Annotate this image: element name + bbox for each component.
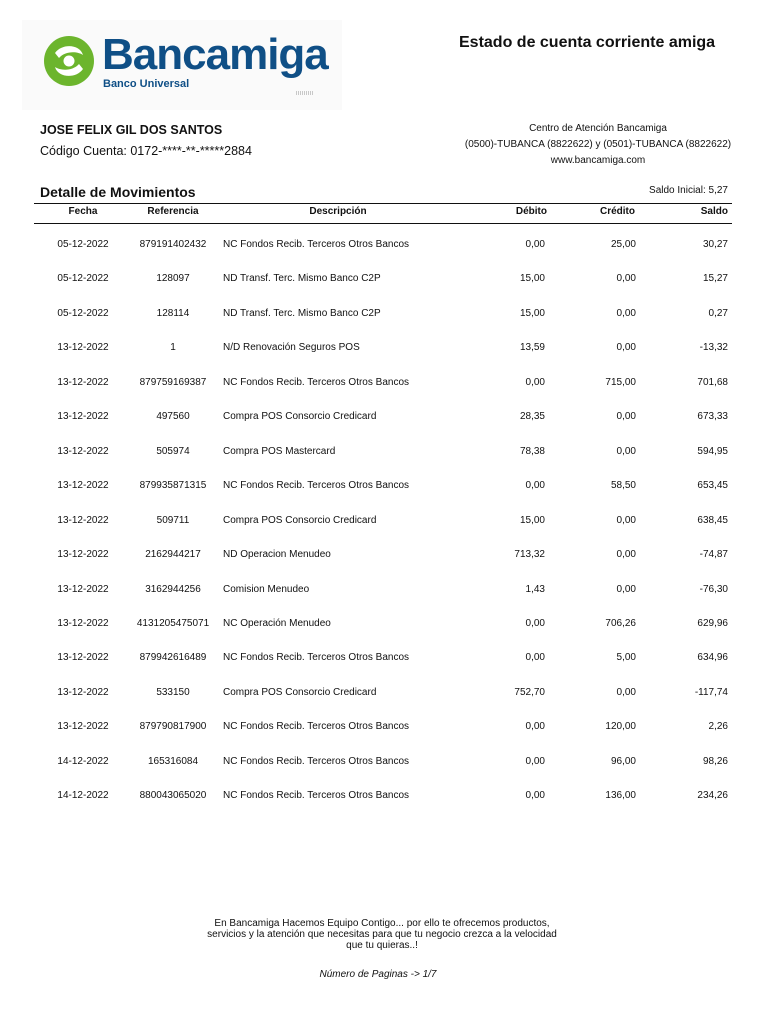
header-reference: Referencia bbox=[147, 206, 199, 217]
cell-debit: 713,32 bbox=[514, 549, 545, 561]
cell-balance: -74,87 bbox=[699, 549, 728, 561]
cell-credit: 0,00 bbox=[616, 445, 636, 457]
cell-debit: 0,00 bbox=[525, 376, 545, 388]
cell-debit: 0,00 bbox=[525, 790, 545, 802]
cell-debit: 0,00 bbox=[525, 239, 545, 250]
cell-debit: 752,70 bbox=[514, 686, 545, 698]
logo-subtitle: Banco Universal bbox=[103, 78, 190, 90]
cell-description: NC Fondos Recib. Terceros Otros Bancos bbox=[223, 480, 410, 492]
cell-debit: 1,43 bbox=[525, 583, 545, 595]
cell-reference: 128097 bbox=[156, 273, 190, 285]
cell-balance: 673,33 bbox=[697, 411, 728, 423]
cell-reference: 4131205475071 bbox=[136, 617, 210, 629]
cell-description: Compra POS Consorcio Credicard bbox=[223, 411, 377, 423]
cell-date: 13-12-2022 bbox=[57, 514, 109, 526]
cell-credit: 136,00 bbox=[605, 790, 636, 802]
cell-date: 13-12-2022 bbox=[57, 721, 109, 733]
table-top-rule bbox=[34, 203, 732, 204]
cell-debit: 0,00 bbox=[525, 652, 545, 664]
cell-description: Comision Menudeo bbox=[223, 583, 310, 595]
cell-credit: 0,00 bbox=[616, 411, 636, 423]
cell-description: Compra POS Consorcio Credicard bbox=[223, 686, 377, 698]
cell-date: 14-12-2022 bbox=[57, 755, 109, 767]
cell-description: ND Operacion Menudeo bbox=[223, 549, 331, 561]
cell-description: Compra POS Consorcio Credicard bbox=[223, 514, 377, 526]
cell-credit: 0,00 bbox=[616, 514, 636, 526]
cell-balance: 30,27 bbox=[702, 239, 728, 250]
cell-description: NC Fondos Recib. Terceros Otros Bancos bbox=[223, 239, 410, 250]
cell-credit: 58,50 bbox=[610, 480, 636, 492]
cell-description: NC Fondos Recib. Terceros Otros Bancos bbox=[223, 790, 410, 802]
cell-credit: 0,00 bbox=[616, 342, 636, 354]
cell-date: 05-12-2022 bbox=[57, 307, 109, 319]
cell-balance: 98,26 bbox=[702, 755, 728, 767]
cell-balance: 234,26 bbox=[697, 790, 728, 802]
cell-debit: 15,00 bbox=[519, 273, 545, 285]
cell-debit: 15,00 bbox=[519, 307, 545, 319]
cell-credit: 120,00 bbox=[605, 721, 636, 733]
cell-reference: 128114 bbox=[156, 307, 190, 319]
bancamiga-logo-icon bbox=[42, 34, 96, 88]
cell-description: NC Fondos Recib. Terceros Otros Bancos bbox=[223, 755, 410, 767]
cell-balance: -117,74 bbox=[694, 686, 728, 698]
cell-balance: 2,26 bbox=[708, 721, 728, 733]
cell-debit: 0,00 bbox=[525, 480, 545, 492]
cell-credit: 0,00 bbox=[616, 549, 636, 561]
logo-wordmark: Bancamiga bbox=[102, 30, 328, 79]
cell-balance: 701,68 bbox=[697, 376, 728, 388]
account-code: Código Cuenta: 0172-****-**-*****2884 bbox=[40, 144, 252, 158]
cell-description: NC Operación Menudeo bbox=[223, 617, 331, 629]
cell-date: 13-12-2022 bbox=[57, 342, 109, 354]
cell-debit: 15,00 bbox=[519, 514, 545, 526]
footer-line: servicios y la atención que necesitas para que tu negocio crezca a la velocidad bbox=[207, 929, 557, 940]
cell-reference: 879942616489 bbox=[139, 652, 207, 664]
cell-debit: 0,00 bbox=[525, 755, 545, 767]
cell-date: 13-12-2022 bbox=[57, 583, 109, 595]
footer-line: que tu quieras..! bbox=[346, 940, 418, 951]
cell-description: ND Transf. Terc. Mismo Banco C2P bbox=[223, 307, 381, 319]
header-balance: Saldo bbox=[700, 206, 728, 217]
header-debit: Débito bbox=[515, 206, 547, 217]
cell-date: 13-12-2022 bbox=[57, 480, 109, 492]
cell-date: 05-12-2022 bbox=[57, 239, 109, 250]
cell-date: 13-12-2022 bbox=[57, 686, 109, 698]
cell-reference: 165316084 bbox=[147, 755, 199, 767]
cell-description: Compra POS Mastercard bbox=[223, 445, 336, 457]
cell-description: NC Fondos Recib. Terceros Otros Bancos bbox=[223, 652, 410, 664]
cell-debit: 78,38 bbox=[519, 445, 545, 457]
bank-logo bbox=[22, 20, 342, 110]
contact-line-center: Centro de Atención Bancamiga bbox=[529, 123, 667, 134]
cell-reference: 879191402432 bbox=[139, 239, 207, 250]
cell-debit: 13,59 bbox=[519, 342, 545, 354]
cell-description: NC Fondos Recib. Terceros Otros Bancos bbox=[223, 721, 410, 733]
cell-balance: -13,32 bbox=[699, 342, 728, 354]
cell-reference: 879935871315 bbox=[139, 480, 207, 492]
cell-balance: 0,27 bbox=[708, 307, 728, 319]
section-title: Detalle de Movimientos bbox=[40, 184, 196, 200]
cell-date: 13-12-2022 bbox=[57, 652, 109, 664]
cell-balance: -76,30 bbox=[699, 583, 728, 595]
cell-description: ND Transf. Terc. Mismo Banco C2P bbox=[223, 273, 381, 285]
header-credit: Crédito bbox=[600, 206, 635, 217]
contact-line-website: www.bancamiga.com bbox=[550, 155, 646, 166]
cell-credit: 715,00 bbox=[605, 376, 636, 388]
cell-credit: 0,00 bbox=[616, 686, 636, 698]
cell-balance: 15,27 bbox=[702, 273, 728, 285]
cell-reference: 533150 bbox=[156, 686, 190, 698]
cell-credit: 706,26 bbox=[605, 617, 636, 629]
contact-info bbox=[440, 121, 756, 169]
cell-description: N/D Renovación Seguros POS bbox=[223, 342, 360, 354]
cell-credit: 0,00 bbox=[616, 583, 636, 595]
cell-debit: 28,35 bbox=[519, 411, 545, 423]
cell-balance: 634,96 bbox=[697, 652, 728, 664]
cell-credit: 5,00 bbox=[616, 652, 636, 664]
cell-date: 13-12-2022 bbox=[57, 376, 109, 388]
cell-credit: 0,00 bbox=[616, 273, 636, 285]
table-header-rule bbox=[34, 223, 732, 224]
cell-reference: 879759169387 bbox=[139, 376, 207, 388]
cell-date: 13-12-2022 bbox=[57, 445, 109, 457]
cell-reference: 3162944256 bbox=[145, 583, 201, 595]
header-date: Fecha bbox=[68, 206, 98, 217]
cell-date: 13-12-2022 bbox=[57, 617, 109, 629]
footer-note bbox=[184, 918, 580, 951]
cell-date: 05-12-2022 bbox=[57, 273, 109, 285]
cell-reference: 2162944217 bbox=[145, 549, 201, 561]
cell-credit: 25,00 bbox=[610, 239, 636, 250]
cell-reference: 880043065020 bbox=[139, 790, 207, 802]
cell-date: 13-12-2022 bbox=[57, 549, 109, 561]
cell-description: NC Fondos Recib. Terceros Otros Bancos bbox=[223, 376, 410, 388]
cell-reference: 1 bbox=[170, 342, 176, 354]
cell-debit: 0,00 bbox=[525, 617, 545, 629]
client-name: JOSE FELIX GIL DOS SANTOS bbox=[40, 123, 223, 137]
cell-reference: 497560 bbox=[156, 411, 190, 423]
footer-line: En Bancamiga Hacemos Equipo Contigo... por ello te ofrecemos productos, bbox=[214, 918, 550, 929]
cell-reference: 879790817900 bbox=[139, 721, 207, 733]
cell-balance: 638,45 bbox=[697, 514, 728, 526]
cell-date: 13-12-2022 bbox=[57, 411, 109, 423]
header-description: Descripción bbox=[309, 206, 367, 217]
cell-credit: 96,00 bbox=[610, 755, 636, 767]
cell-reference: 509711 bbox=[156, 514, 190, 526]
cell-balance: 653,45 bbox=[697, 480, 728, 492]
cell-reference: 505974 bbox=[156, 445, 190, 457]
initial-balance: Saldo Inicial: 5,27 bbox=[649, 185, 728, 196]
contact-line-phones: (0500)-TUBANCA (8822622) y (0501)-TUBANCA (8822622) bbox=[464, 139, 732, 150]
cell-debit: 0,00 bbox=[525, 721, 545, 733]
document-title: Estado de cuenta corriente amiga bbox=[459, 34, 716, 51]
cell-credit: 0,00 bbox=[616, 307, 636, 319]
logo-tiny-mark bbox=[296, 91, 313, 95]
cell-balance: 594,95 bbox=[697, 445, 728, 457]
cell-date: 14-12-2022 bbox=[57, 790, 109, 802]
page-number: Número de Paginas -> 1/7 bbox=[319, 969, 437, 980]
cell-balance: 629,96 bbox=[697, 617, 728, 629]
